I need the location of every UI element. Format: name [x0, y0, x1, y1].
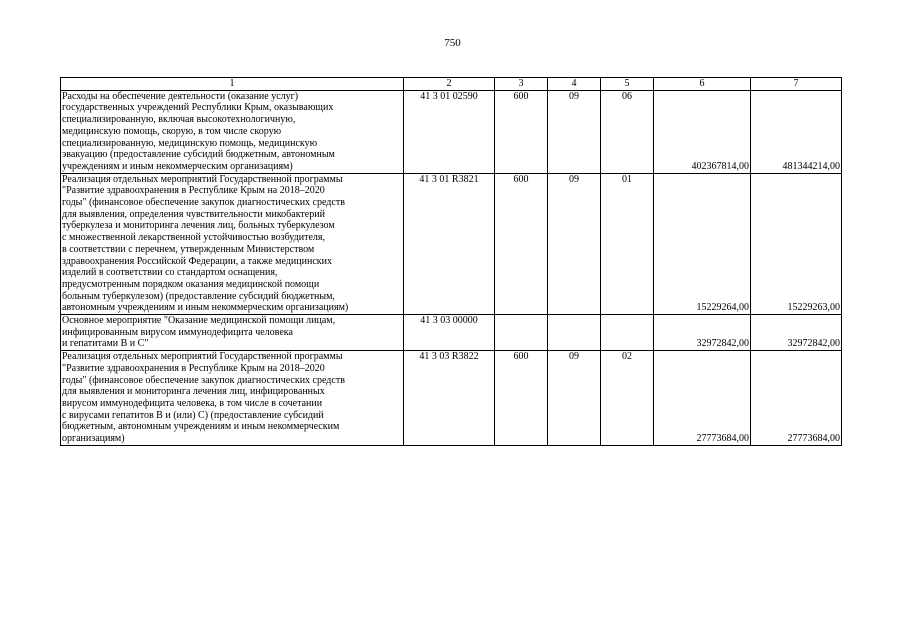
description-line: "Развитие здравоохранения в Республике Крым на 2018–2020 [62, 185, 325, 197]
expense-type: 600 [495, 173, 548, 314]
row-description [61, 173, 404, 314]
amount-col-6: 27773684,00 [654, 351, 751, 446]
table-row [61, 315, 842, 351]
description-line: здравоохранения Российской Федерации, а также медицинских [62, 255, 332, 267]
amount-col-7: 32972842,00 [751, 315, 842, 351]
description-line: организациям) [62, 433, 125, 445]
description-line: и гепатитами B и C" [62, 338, 149, 350]
page-number: 750 [444, 37, 461, 49]
budget-code: 41 3 01 02590 [404, 90, 495, 173]
amount-col-6: 402367814,00 [654, 90, 751, 173]
description-line: туберкулеза и мониторинга лечения лиц, больных туберкулезом [62, 220, 335, 232]
section-code [548, 315, 601, 351]
description-line: вирусом иммунодефицита человека, в том числе в сочетании [62, 397, 323, 409]
amount-col-6: 15229264,00 [654, 173, 751, 314]
budget-code: 41 3 03 R3822 [404, 351, 495, 446]
description-line: эвакуацию (предоставление субсидий бюджетным, автономным [62, 149, 335, 161]
description-line: с вирусами гепатитов B и (или) C) (предоставление субсидий [62, 409, 324, 421]
amount-col-6: 32972842,00 [654, 315, 751, 351]
expense-type: 600 [495, 90, 548, 173]
description-line: автономным учреждениям и иным некоммерческим организациям) [62, 302, 349, 314]
description-line: специализированную, медицинскую помощь, медицинскую [62, 137, 318, 149]
description-line: с множественной лекарственной устойчивостью возбудителя, [62, 232, 326, 244]
subsection-code [601, 315, 654, 351]
column-header: 7 [751, 78, 842, 91]
description-line: для выявления, определения чувствительности микобактерий [62, 208, 325, 220]
row-description [61, 90, 404, 173]
description-line: больным туберкулезом) (предоставление субсидий бюджетным, [62, 290, 335, 302]
amount-col-7: 481344214,00 [751, 90, 842, 173]
description-line: медицинскую помощь, скорую, в том числе скорую [62, 125, 282, 137]
table-header-row [61, 78, 842, 91]
subsection-code: 01 [601, 173, 654, 314]
column-header: 3 [495, 78, 548, 91]
description-line: для выявления и мониторинга лечения лиц, инфицированных [62, 386, 325, 398]
description-line: специализированную, включая высокотехнологичную, [62, 114, 296, 126]
description-line: инфицированным вирусом иммунодефицита человека [62, 326, 293, 338]
section-code: 09 [548, 351, 601, 446]
description-line: Реализация отдельных мероприятий Государственной программы [62, 173, 343, 185]
section-code: 09 [548, 173, 601, 314]
table-row [61, 90, 842, 173]
row-description [61, 315, 404, 351]
column-header: 4 [548, 78, 601, 91]
description-line: бюджетным, автономным учреждениям и иным некоммерческим [62, 421, 340, 433]
description-line: Реализация отдельных мероприятий Государственной программы [62, 351, 343, 363]
column-header: 2 [404, 78, 495, 91]
budget-code: 41 3 01 R3821 [404, 173, 495, 314]
description-line: государственных учреждений Республики Крым, оказывающих [62, 102, 334, 114]
budget-table [60, 77, 842, 446]
expense-type: 600 [495, 351, 548, 446]
subsection-code: 02 [601, 351, 654, 446]
section-code: 09 [548, 90, 601, 173]
table-row [61, 173, 842, 314]
subsection-code: 06 [601, 90, 654, 173]
budget-code: 41 3 03 00000 [404, 315, 495, 351]
description-line: в соответствии с перечнем, утвержденным Министерством [62, 243, 315, 255]
description-line: "Развитие здравоохранения в Республике Крым на 2018–2020 [62, 362, 325, 374]
column-header: 1 [61, 78, 404, 91]
amount-col-7: 27773684,00 [751, 351, 842, 446]
description-line: изделий в соответствии со стандартом оснащения, [62, 267, 278, 279]
expense-type [495, 315, 548, 351]
column-header: 6 [654, 78, 751, 91]
column-header: 5 [601, 78, 654, 91]
description-line: Расходы на обеспечение деятельности (оказание услуг) [62, 90, 299, 102]
row-description [61, 351, 404, 446]
description-line: Основное мероприятие "Оказание медицинской помощи лицам, [62, 315, 336, 327]
description-line: учреждениям и иным некоммерческим организациям) [62, 160, 293, 172]
table-row [61, 351, 842, 446]
description-line: предусмотренным порядком оказания медицинской помощи [62, 278, 320, 290]
amount-col-7: 15229263,00 [751, 173, 842, 314]
description-line: годы" (финансовое обеспечение закупок диагностических средств [62, 197, 345, 209]
description-line: годы" (финансовое обеспечение закупок диагностических средств [62, 374, 345, 386]
